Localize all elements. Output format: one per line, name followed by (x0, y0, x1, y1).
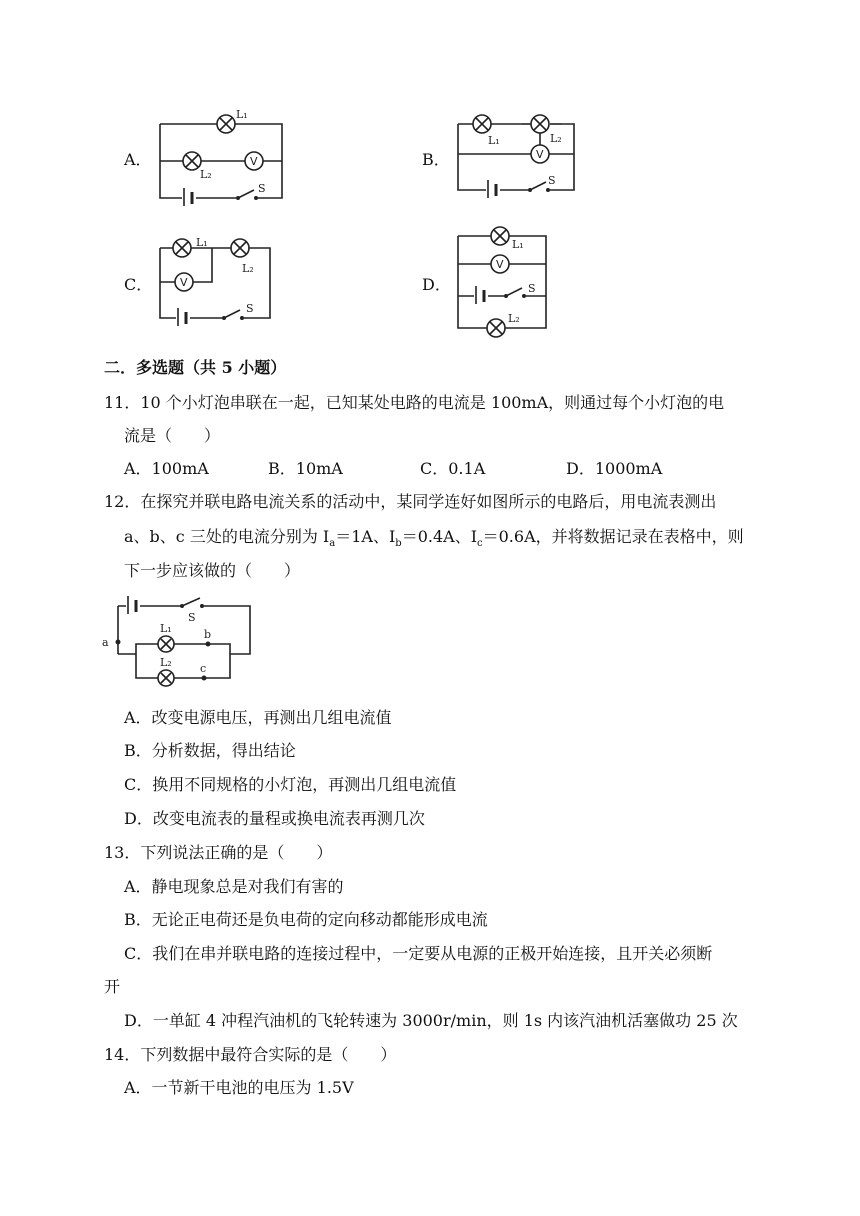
q11-option-d: D．1000mA (566, 459, 663, 478)
voltmeter-label: V (536, 148, 544, 161)
q11-option-c: C．0.1A (420, 459, 486, 478)
circuit-diagram-b (452, 106, 582, 202)
q13-option-d: D．一单缸 4 冲程汽油机的飞轮转速为 3000r/min，则 1s 内该汽油机活塞做功 25 次 (124, 1011, 738, 1030)
label-l1: L₁ (196, 236, 208, 249)
q12-option-d: D．改变电流表的量程或换电流表再测几次 (124, 809, 425, 828)
label-l2: L₂ (508, 312, 520, 325)
label-b: b (204, 628, 212, 641)
q14-stem: 14．下列数据中最符合实际的是（ ） (104, 1045, 397, 1064)
q13-option-a: A．静电现象总是对我们有害的 (124, 877, 344, 896)
label-l2: L₂ (242, 262, 254, 275)
option-d-label: D． (422, 275, 451, 294)
label-l2: L₂ (160, 656, 172, 669)
q12-stem-line1: 12．在探究并联电路电流关系的活动中，某同学连好如图所示的电路后，用电流表测出 (104, 492, 717, 511)
option-a-label: A． (124, 150, 152, 169)
voltmeter-label: V (496, 258, 504, 271)
q13-stem: 13．下列说法正确的是（ ） (104, 843, 333, 862)
q14-option-a: A．一节新干电池的电压为 1.5V (124, 1078, 354, 1097)
voltmeter-label: V (250, 155, 258, 168)
label-l1: L₁ (488, 134, 500, 147)
q13-option-b: B．无论正电荷还是负电荷的定向移动都能形成电流 (124, 910, 488, 929)
section-title: 二．多选题（共 5 小题） (104, 358, 287, 377)
label-s: S (258, 182, 266, 195)
q11-option-b: B．10mA (268, 459, 343, 478)
label-l1: L₁ (236, 108, 248, 121)
label-l2: L₂ (200, 168, 212, 181)
label-s: S (528, 282, 536, 295)
label-s: S (246, 302, 254, 315)
label-s: S (188, 611, 196, 624)
label-l2: L₂ (550, 132, 562, 145)
label-a: a (102, 636, 109, 649)
q12-option-c: C．换用不同规格的小灯泡，再测出几组电流值 (124, 775, 457, 794)
q12-stem-line3: 下一步应该做的（ ） (124, 561, 301, 580)
q11-stem-line1: 11．10 个小灯泡串联在一起，已知某处电路的电流是 100mA，则通过每个小灯泡的电 (104, 393, 725, 412)
label-s: S (548, 174, 556, 187)
q11-stem-line2: 流是（ ） (124, 426, 221, 445)
circuit-diagram-a (154, 106, 288, 210)
q12-option-b: B．分析数据，得出结论 (124, 741, 296, 760)
q13-option-c-line2: 开 (104, 977, 121, 996)
option-b-label: B． (422, 150, 450, 169)
voltmeter-label: V (180, 276, 188, 289)
q12-option-a: A．改变电源电压，再测出几组电流值 (124, 708, 392, 727)
label-l1: L₁ (160, 622, 172, 635)
q13-option-c-line1: C．我们在串并联电路的连接过程中，一定要从电源的正极开始连接，且开关必须断 (124, 944, 713, 963)
q12-stem-line2: a、b、c 三处的电流分别为 $I_a=1A$、$I_b=0.4A$、$I_c=0.6A$，并将数据记录在表格中，则 (124, 527, 744, 550)
option-c-label: C． (124, 275, 153, 294)
label-l1: L₁ (512, 238, 524, 251)
q11-option-a: A．100mA (124, 459, 209, 478)
circuit-diagram-c (152, 232, 282, 328)
q12-circuit-diagram (100, 592, 260, 690)
circuit-diagram-d (452, 226, 552, 344)
label-c: c (200, 662, 207, 675)
